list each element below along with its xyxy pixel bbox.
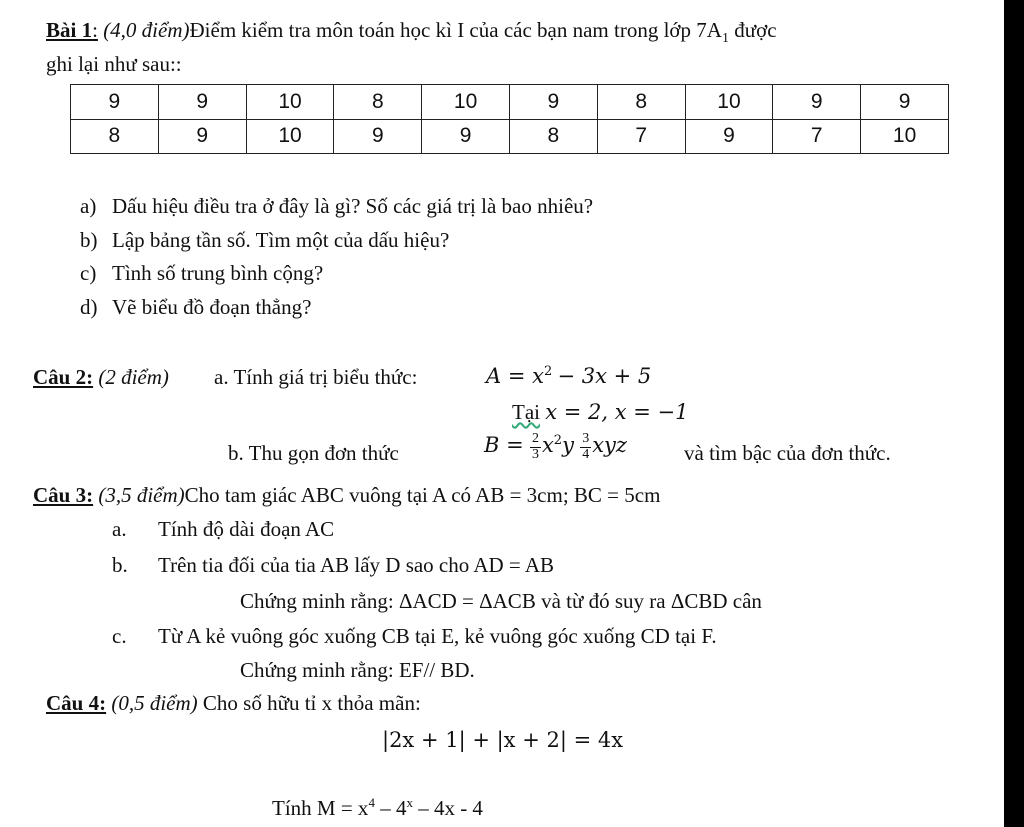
cau3-item-b: b. Trên tia đối của tia AB lấy D sao cho AD = AB xyxy=(112,553,555,577)
bai1-title: Bài 1 xyxy=(46,18,93,42)
table-cell: 8 xyxy=(597,85,685,120)
class-subscript: 1 xyxy=(721,31,729,47)
table-cell: 10 xyxy=(861,119,949,154)
table-cell: 9 xyxy=(773,85,861,120)
table-cell: 10 xyxy=(246,119,334,154)
cau3-title: Câu 3: xyxy=(33,483,94,507)
table-cell: 10 xyxy=(246,85,334,120)
fraction-3-4: $\frac{3}{4}$ xyxy=(582,431,590,462)
cau4-equation: |2x + 1| + |x + 2| = 4x xyxy=(382,728,624,752)
cau3-points: (3,5 điểm) xyxy=(98,483,185,507)
bai1-question-c: c) Tình số trung bình cộng? xyxy=(80,261,324,285)
cau4-intro: Cho số hữu tỉ x thỏa mãn: xyxy=(202,691,421,715)
cau3-item-c-proof: Chứng minh rằng: EF// BD. xyxy=(240,658,475,682)
table-cell: 10 xyxy=(422,85,510,120)
cau2-at-values: Tại x = 2, x = −1 xyxy=(512,400,689,424)
table-cell: 9 xyxy=(71,85,159,120)
cau2-b-text: b. Thu gọn đơn thức xyxy=(228,441,399,465)
bai1-heading: Bài 1: (4,0 điểm)Điểm kiểm tra môn toán học kì I của các bạn nam trong lớp $7A_1$ được xyxy=(46,18,777,47)
table-cell: 8 xyxy=(334,85,422,120)
fraction-2-3: $\frac{2}{3}$ xyxy=(531,431,539,462)
table-cell: 8 xyxy=(71,119,159,154)
bai1-points: (4,0 điểm) xyxy=(103,18,190,42)
cau2-points: (2 điểm) xyxy=(98,365,169,389)
cau4-compute: Tính $M = x^4 - 4^x - 4x - 4$ xyxy=(272,795,483,820)
cau3-item-a: a. Tính độ dài đoạn AC xyxy=(112,517,335,541)
cau4-points: (0,5 điểm) xyxy=(111,691,198,715)
table-row xyxy=(71,119,949,154)
cau2-heading xyxy=(33,365,169,390)
bai1-intro: Điểm kiểm tra môn toán học kì I của các bạn nam trong lớp 7A xyxy=(189,18,722,42)
bai1-question-b: b) Lập bảng tần số. Tìm một của dấu hiệu? xyxy=(80,228,450,252)
table-cell: 7 xyxy=(773,119,861,154)
table-cell: 9 xyxy=(334,119,422,154)
cau2-a-expression: $A = x^2 - 3x + 5$ xyxy=(486,364,652,388)
cau4-heading xyxy=(46,691,421,716)
table-cell: 9 xyxy=(158,85,246,120)
score-table xyxy=(70,84,949,154)
table-cell: 9 xyxy=(158,119,246,154)
table-cell: 9 xyxy=(685,119,773,154)
cau2-b-expression: B = $\frac{2}{3}$ $x^2y$ $\frac{3}{4}$ xyz xyxy=(484,431,627,462)
table-cell: 9 xyxy=(509,85,597,120)
cau2-a-text: a. Tính giá trị biểu thức: xyxy=(214,365,418,389)
table-cell: 9 xyxy=(422,119,510,154)
table-row xyxy=(71,85,949,120)
bai1-intro-end: được xyxy=(734,18,777,42)
cau3-heading xyxy=(33,483,660,508)
table-cell: 7 xyxy=(597,119,685,154)
cau3-item-b-proof: Chứng minh rằng: ΔACD = ΔACB và từ đó suy ra ΔCBD cân xyxy=(240,589,762,613)
cau3-intro: Cho tam giác ABC vuông tại A có AB = 3cm; BC = 5cm xyxy=(184,483,661,507)
table-cell: 10 xyxy=(685,85,773,120)
cau3-item-c: c. Từ A kẻ vuông góc xuống CB tại E, kẻ vuông góc xuống CD tại F. xyxy=(112,624,717,648)
bai1-intro-line2: ghi lại như sau:: xyxy=(46,52,182,76)
table-cell: 8 xyxy=(509,119,597,154)
bai1-question-d: d) Vẽ biểu đồ đoạn thẳng? xyxy=(80,295,312,319)
cau2-title: Câu 2: xyxy=(33,365,94,389)
bai1-question-a: a) Dấu hiệu điều tra ở đây là gì? Số các giá trị là bao nhiêu? xyxy=(80,194,594,218)
table-cell: 9 xyxy=(861,85,949,120)
cau4-title: Câu 4: xyxy=(46,691,107,715)
cau2-b-tail: và tìm bậc của đơn thức. xyxy=(684,441,891,465)
